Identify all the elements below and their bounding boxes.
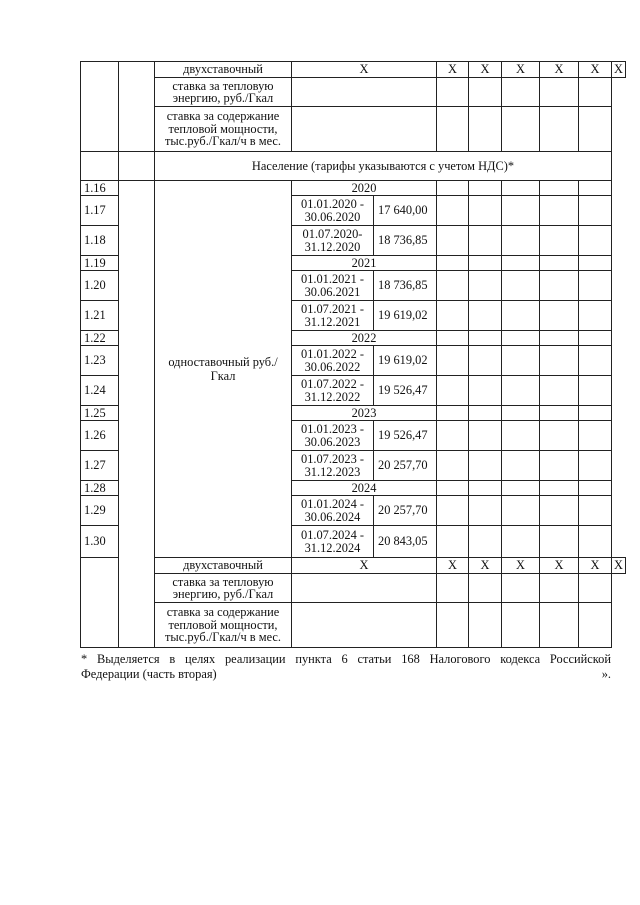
empty-cell — [469, 256, 502, 271]
tariff-table-body — [81, 62, 626, 648]
empty-cell — [579, 181, 612, 196]
empty-cell — [469, 78, 502, 107]
empty-cell — [579, 406, 612, 421]
x-cell: X — [292, 62, 437, 78]
tariff-value-cell: 20 257,70 — [374, 451, 437, 481]
empty-cell — [437, 406, 469, 421]
footnote — [81, 652, 611, 682]
tariff-value-cell: 19 619,02 — [374, 346, 437, 376]
empty-cell — [502, 78, 540, 107]
blank-cell — [119, 152, 155, 181]
empty-cell — [540, 451, 579, 481]
empty-cell — [469, 181, 502, 196]
empty-cell — [579, 346, 612, 376]
row-number-cell: 1.27 — [81, 451, 119, 481]
empty-cell — [437, 107, 469, 152]
blank-cell — [119, 181, 155, 648]
footnote-line-2-wrap — [81, 667, 611, 682]
empty-cell — [540, 603, 579, 648]
row-number-cell: 1.28 — [81, 481, 119, 496]
tariff-value-cell: 18 736,85 — [374, 271, 437, 301]
empty-cell — [469, 526, 502, 558]
empty-cell — [502, 526, 540, 558]
empty-cell — [579, 574, 612, 603]
empty-cell — [469, 196, 502, 226]
row-number-cell: 1.20 — [81, 271, 119, 301]
rate-capacity-row — [81, 603, 626, 648]
x-cell: X — [437, 62, 469, 78]
rate-capacity-label: ставка за содержание тепловой мощности, тыс.руб./Гкал/ч в мес. — [155, 107, 292, 152]
period-cell: 01.07.2023 - 31.12.2023 — [292, 451, 374, 481]
empty-cell — [579, 451, 612, 481]
empty-cell — [540, 107, 579, 152]
row-number-cell: 1.25 — [81, 406, 119, 421]
x-cell: X — [612, 558, 626, 574]
empty-cell — [502, 376, 540, 406]
empty-cell — [540, 301, 579, 331]
x-cell: X — [579, 62, 612, 78]
empty-cell — [437, 256, 469, 271]
one-part-tariff-label: одноставочный руб./Гкал — [155, 181, 292, 558]
row-number-cell: 1.19 — [81, 256, 119, 271]
empty-cell — [579, 196, 612, 226]
rate-energy-label: ставка за тепловую энергию, руб./Гкал — [155, 574, 292, 603]
tariff-type-cell: двухставочный — [155, 558, 292, 574]
period-cell: 01.07.2022 - 31.12.2022 — [292, 376, 374, 406]
empty-cell — [437, 271, 469, 301]
empty-cell — [437, 574, 469, 603]
empty-cell — [579, 481, 612, 496]
year-cell: 2024 — [292, 481, 437, 496]
tariff-value-cell: 20 257,70 — [374, 496, 437, 526]
x-cell: X — [502, 62, 540, 78]
empty-cell — [437, 451, 469, 481]
x-cell: X — [612, 62, 626, 78]
rate-capacity-row — [81, 107, 626, 152]
rate-energy-label: ставка за тепловую энергию, руб./Гкал — [155, 78, 292, 107]
empty-cell — [437, 421, 469, 451]
empty-cell — [540, 376, 579, 406]
year-cell: 2022 — [292, 331, 437, 346]
row-number-cell: 1.17 — [81, 196, 119, 226]
empty-cell — [437, 376, 469, 406]
empty-cell — [469, 271, 502, 301]
empty-cell — [437, 481, 469, 496]
empty-cell — [540, 421, 579, 451]
empty-cell — [540, 574, 579, 603]
empty-cell — [469, 376, 502, 406]
empty-cell — [502, 196, 540, 226]
empty-cell — [540, 331, 579, 346]
empty-cell — [502, 107, 540, 152]
rate-energy-row — [81, 78, 626, 107]
empty-cell — [540, 346, 579, 376]
empty-cell — [502, 421, 540, 451]
row-number-cell: 1.23 — [81, 346, 119, 376]
empty-cell — [469, 481, 502, 496]
empty-cell — [540, 181, 579, 196]
empty-cell — [469, 331, 502, 346]
empty-cell — [437, 226, 469, 256]
two-part-tariff-row — [81, 62, 626, 78]
x-cell: X — [540, 558, 579, 574]
row-number-cell: 1.21 — [81, 301, 119, 331]
x-cell: X — [502, 558, 540, 574]
row-number-cell — [81, 152, 119, 181]
tariff-type-cell: двухставочный — [155, 62, 292, 78]
empty-cell — [469, 421, 502, 451]
section-heading-row — [81, 152, 626, 181]
period-cell: 01.01.2023 - 30.06.2023 — [292, 421, 374, 451]
empty-cell — [437, 526, 469, 558]
empty-cell — [579, 226, 612, 256]
empty-cell — [469, 451, 502, 481]
empty-cell — [540, 496, 579, 526]
empty-cell — [502, 603, 540, 648]
footnote-closing-quote: ». — [601, 667, 611, 681]
blank-cell — [119, 62, 155, 152]
period-cell: 01.01.2022 - 30.06.2022 — [292, 346, 374, 376]
empty-cell — [469, 603, 502, 648]
empty-cell — [502, 406, 540, 421]
empty-cell — [437, 301, 469, 331]
empty-cell — [437, 181, 469, 196]
empty-cell — [502, 271, 540, 301]
empty-cell — [540, 256, 579, 271]
period-cell: 01.07.2020- 31.12.2020 — [292, 226, 374, 256]
rate-energy-row — [81, 574, 626, 603]
tariff-value-cell: 20 843,05 — [374, 526, 437, 558]
empty-cell — [292, 603, 437, 648]
period-cell: 01.07.2021 - 31.12.2021 — [292, 301, 374, 331]
empty-cell — [579, 107, 612, 152]
row-number-cell — [81, 558, 119, 648]
empty-cell — [469, 406, 502, 421]
period-cell: 01.01.2021 - 30.06.2021 — [292, 271, 374, 301]
empty-cell — [579, 331, 612, 346]
year-cell: 2021 — [292, 256, 437, 271]
tariff-table — [80, 61, 626, 648]
x-cell: X — [292, 558, 437, 574]
empty-cell — [502, 301, 540, 331]
empty-cell — [469, 346, 502, 376]
empty-cell — [502, 181, 540, 196]
empty-cell — [540, 196, 579, 226]
empty-cell — [469, 107, 502, 152]
empty-cell — [579, 78, 612, 107]
empty-cell — [502, 451, 540, 481]
empty-cell — [292, 574, 437, 603]
tariff-row — [81, 181, 626, 196]
row-number-cell: 1.26 — [81, 421, 119, 451]
year-cell: 2020 — [292, 181, 437, 196]
x-cell: X — [437, 558, 469, 574]
x-cell: X — [540, 62, 579, 78]
empty-cell — [437, 496, 469, 526]
empty-cell — [579, 421, 612, 451]
rate-capacity-label: ставка за содержание тепловой мощности, тыс.руб./Гкал/ч в мес. — [155, 603, 292, 648]
row-number-cell: 1.30 — [81, 526, 119, 558]
empty-cell — [469, 301, 502, 331]
empty-cell — [437, 196, 469, 226]
tariff-value-cell: 17 640,00 — [374, 196, 437, 226]
empty-cell — [579, 496, 612, 526]
empty-cell — [437, 603, 469, 648]
empty-cell — [540, 526, 579, 558]
row-number-cell: 1.24 — [81, 376, 119, 406]
empty-cell — [540, 78, 579, 107]
row-number-cell: 1.29 — [81, 496, 119, 526]
row-number-cell — [81, 62, 119, 152]
empty-cell — [469, 496, 502, 526]
empty-cell — [469, 226, 502, 256]
empty-cell — [292, 107, 437, 152]
empty-cell — [502, 226, 540, 256]
row-number-cell: 1.16 — [81, 181, 119, 196]
empty-cell — [579, 376, 612, 406]
empty-cell — [437, 346, 469, 376]
empty-cell — [502, 481, 540, 496]
empty-cell — [502, 574, 540, 603]
empty-cell — [502, 331, 540, 346]
tariff-value-cell: 19 526,47 — [374, 421, 437, 451]
x-cell: X — [469, 62, 502, 78]
empty-cell — [579, 301, 612, 331]
empty-cell — [502, 346, 540, 376]
year-cell: 2023 — [292, 406, 437, 421]
empty-cell — [502, 496, 540, 526]
empty-cell — [540, 226, 579, 256]
footnote-line-1: * Выделяется в целях реализации пункта 6 статьи 168 Налогового кодекса Российской — [81, 652, 611, 666]
tariff-value-cell: 18 736,85 — [374, 226, 437, 256]
empty-cell — [502, 256, 540, 271]
empty-cell — [579, 256, 612, 271]
empty-cell — [579, 603, 612, 648]
empty-cell — [540, 481, 579, 496]
empty-cell — [579, 526, 612, 558]
empty-cell — [292, 78, 437, 107]
footnote-line-2: Федерации (часть вторая) — [81, 667, 217, 681]
empty-cell — [579, 271, 612, 301]
empty-cell — [437, 331, 469, 346]
period-cell: 01.07.2024 - 31.12.2024 — [292, 526, 374, 558]
row-number-cell: 1.22 — [81, 331, 119, 346]
x-cell: X — [579, 558, 612, 574]
period-cell: 01.01.2020 - 30.06.2020 — [292, 196, 374, 226]
row-number-cell: 1.18 — [81, 226, 119, 256]
two-part-tariff-row — [81, 558, 626, 574]
empty-cell — [437, 78, 469, 107]
tariff-value-cell: 19 619,02 — [374, 301, 437, 331]
x-cell: X — [469, 558, 502, 574]
empty-cell — [540, 271, 579, 301]
tariff-value-cell: 19 526,47 — [374, 376, 437, 406]
empty-cell — [540, 406, 579, 421]
empty-cell — [469, 574, 502, 603]
period-cell: 01.01.2024 - 30.06.2024 — [292, 496, 374, 526]
section-heading: Население (тарифы указываются с учетом НДС)* — [155, 152, 612, 181]
